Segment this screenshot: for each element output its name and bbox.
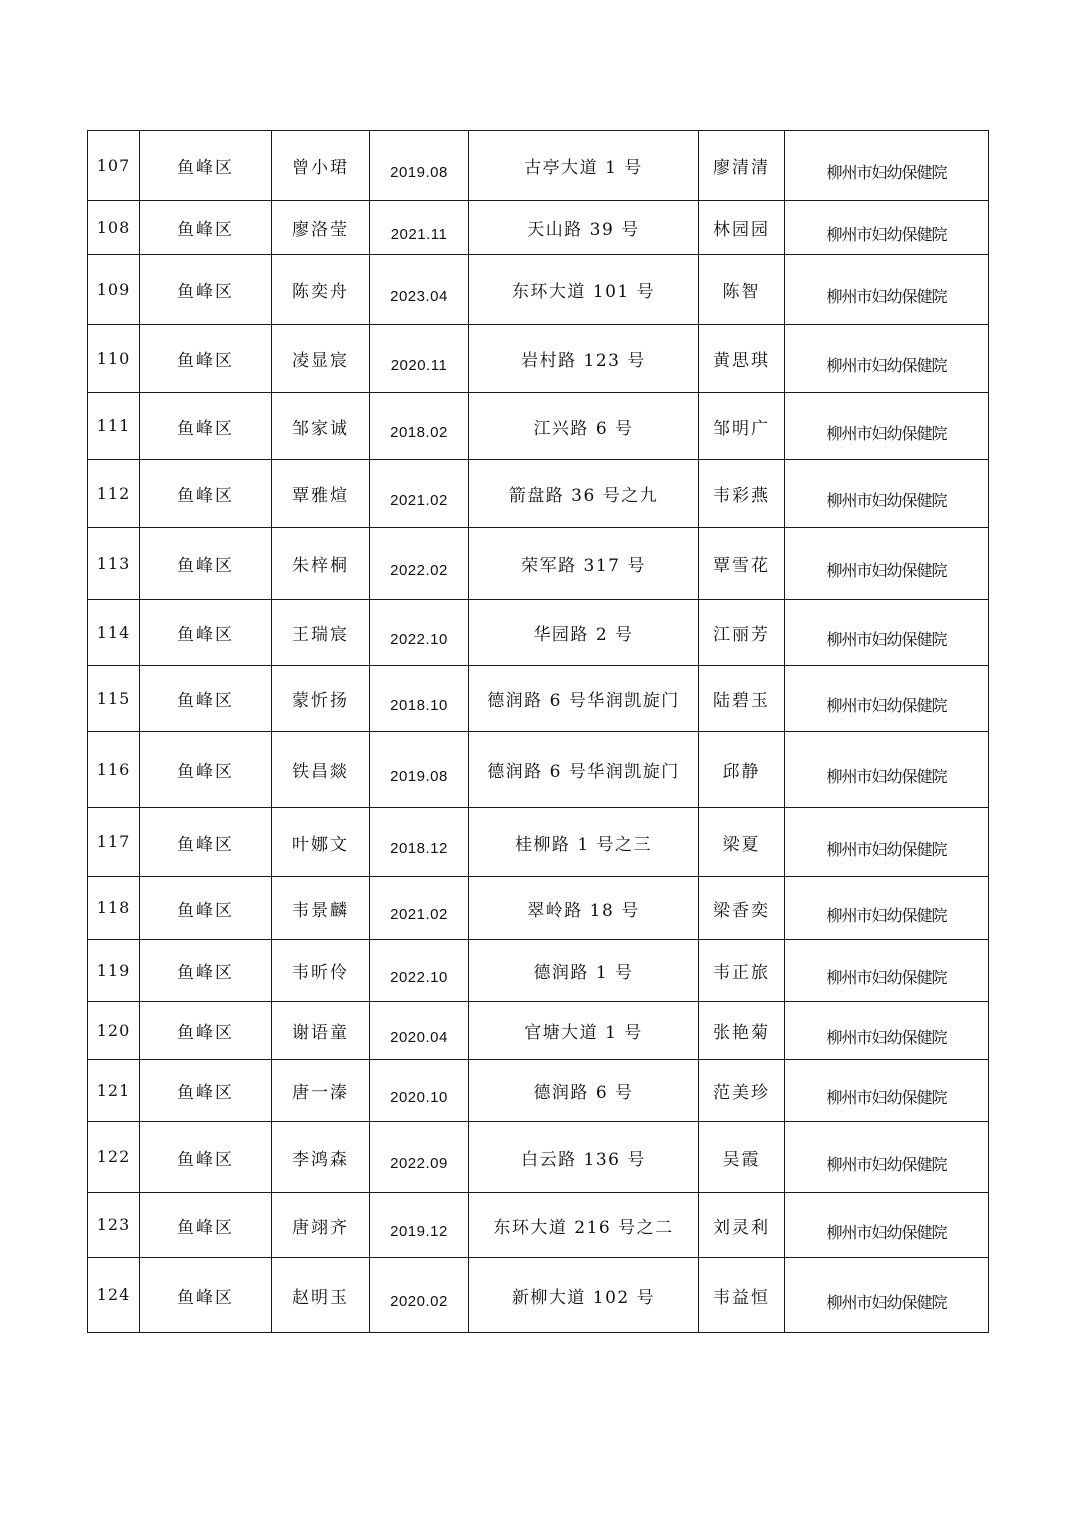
address-cell (469, 1122, 699, 1193)
district-cell-text: 鱼峰区 (177, 351, 234, 371)
guardian-name-cell-text: 梁夏 (722, 834, 761, 855)
organization-cell (785, 732, 989, 808)
child-name-cell-text: 唐翊齐 (292, 1217, 349, 1238)
row-number-text: 118 (96, 898, 131, 917)
address-cell-text: 桂柳路 1 号之三 (514, 834, 653, 855)
guardian-name-cell (699, 940, 785, 1002)
roster-table (87, 130, 989, 1333)
row-number (88, 808, 140, 877)
guardian-name-cell-text: 覃雪花 (713, 556, 770, 576)
address-cell-text: 天山路 39 号 (527, 220, 640, 240)
date-cell (370, 1060, 469, 1122)
organization-cell-text: 柳州市妇幼保健院 (826, 1222, 947, 1242)
date-cell (370, 201, 469, 255)
date-cell-text: 2019.08 (390, 163, 448, 181)
date-cell (370, 1002, 469, 1060)
table-row (88, 1258, 989, 1333)
date-cell-text: 2019.08 (390, 767, 448, 785)
organization-cell-text: 柳州市妇幼保健院 (826, 225, 947, 244)
row-number-text: 115 (96, 688, 131, 708)
child-name-cell (272, 1060, 370, 1122)
organization-cell-text: 柳州市妇幼保健院 (826, 1088, 947, 1107)
district-cell (140, 255, 272, 325)
date-cell (370, 666, 469, 732)
date-cell-text: 2018.10 (390, 696, 448, 714)
address-cell-text: 德润路 1 号 (533, 963, 634, 983)
row-number (88, 1060, 140, 1122)
address-cell (469, 1258, 699, 1333)
organization-cell (785, 1122, 989, 1193)
table-row (88, 393, 989, 460)
table-row (88, 201, 989, 255)
guardian-name-cell-text: 江丽芳 (713, 625, 770, 645)
district-cell (140, 528, 272, 600)
organization-cell (785, 528, 989, 600)
child-name-cell (272, 325, 370, 393)
address-cell (469, 1060, 699, 1122)
child-name-cell-text: 王瑞宸 (292, 625, 349, 645)
district-cell (140, 393, 272, 460)
organization-cell (785, 131, 989, 201)
child-name-cell (272, 255, 370, 325)
child-name-cell-text: 铁昌燚 (292, 762, 349, 782)
row-number-text: 113 (96, 553, 131, 573)
address-cell-text: 江兴路 6 号 (533, 418, 634, 439)
organization-cell (785, 1258, 989, 1333)
guardian-name-cell (699, 666, 785, 732)
child-name-cell-text: 谢语童 (292, 1023, 349, 1043)
table-row (88, 131, 989, 201)
date-cell-text: 2019.12 (390, 1223, 448, 1240)
address-cell-text: 白云路 136 号 (521, 1149, 646, 1170)
date-cell (370, 808, 469, 877)
organization-cell-text: 柳州市妇幼保健院 (826, 968, 947, 987)
organization-cell-text: 柳州市妇幼保健院 (826, 1028, 947, 1047)
table-row (88, 808, 989, 877)
date-cell (370, 460, 469, 528)
child-name-cell (272, 940, 370, 1002)
row-number-text: 110 (96, 348, 131, 368)
district-cell-text: 鱼峰区 (177, 625, 234, 645)
guardian-name-cell-text: 廖清清 (713, 158, 770, 178)
address-cell-text: 德润路 6 号 (533, 1083, 634, 1103)
district-cell (140, 1002, 272, 1060)
organization-cell-text: 柳州市妇幼保健院 (826, 839, 947, 859)
guardian-name-cell-text: 刘灵利 (713, 1217, 770, 1238)
address-cell (469, 131, 699, 201)
district-cell-text: 鱼峰区 (177, 418, 234, 439)
district-cell-text: 鱼峰区 (177, 963, 234, 983)
table-row (88, 325, 989, 393)
row-number-text: 111 (96, 416, 131, 435)
child-name-cell (272, 732, 370, 808)
address-cell (469, 808, 699, 877)
address-cell-text: 古亭大道 1 号 (524, 158, 643, 178)
district-cell-text: 鱼峰区 (177, 762, 234, 782)
date-cell-text: 2022.10 (390, 630, 448, 648)
district-cell (140, 940, 272, 1002)
district-cell (140, 325, 272, 393)
roster-table-body (88, 131, 989, 1333)
table-row (88, 255, 989, 325)
child-name-cell-text: 陈奕舟 (292, 282, 349, 302)
address-cell (469, 666, 699, 732)
guardian-name-cell-text: 黄思琪 (713, 351, 770, 371)
date-cell (370, 325, 469, 393)
guardian-name-cell-text: 韦正旅 (713, 963, 770, 983)
child-name-cell (272, 1122, 370, 1193)
district-cell (140, 600, 272, 666)
district-cell-text: 鱼峰区 (177, 1287, 234, 1308)
row-number (88, 666, 140, 732)
row-number-text: 120 (96, 1020, 131, 1040)
district-cell (140, 808, 272, 877)
child-name-cell (272, 201, 370, 255)
row-number-text: 107 (96, 155, 131, 175)
child-name-cell-text: 叶娜文 (292, 834, 349, 855)
district-cell-text: 鱼峰区 (177, 556, 234, 576)
district-cell (140, 1122, 272, 1193)
guardian-name-cell (699, 393, 785, 460)
organization-cell-text: 柳州市妇幼保健院 (826, 630, 947, 649)
organization-cell (785, 201, 989, 255)
guardian-name-cell-text: 韦益恒 (713, 1287, 770, 1308)
row-number (88, 201, 140, 255)
date-cell (370, 877, 469, 940)
row-number (88, 131, 140, 201)
guardian-name-cell-text: 陆碧玉 (713, 691, 770, 711)
row-number (88, 877, 140, 940)
district-cell (140, 1060, 272, 1122)
organization-cell-text: 柳州市妇幼保健院 (826, 163, 947, 182)
child-name-cell (272, 460, 370, 528)
address-cell (469, 201, 699, 255)
address-cell (469, 460, 699, 528)
date-cell-text: 2018.12 (390, 840, 448, 857)
child-name-cell-text: 廖洛莹 (292, 220, 349, 240)
date-cell-text: 2022.09 (390, 1155, 448, 1172)
address-cell (469, 600, 699, 666)
table-row (88, 1060, 989, 1122)
date-cell-text: 2018.02 (390, 424, 448, 441)
guardian-name-cell-text: 陈智 (722, 282, 761, 302)
address-cell-text: 官塘大道 1 号 (524, 1023, 643, 1043)
address-cell-text: 东环大道 101 号 (511, 282, 656, 302)
district-cell-text: 鱼峰区 (177, 220, 234, 240)
date-cell-text: 2021.02 (390, 906, 448, 923)
table-row (88, 666, 989, 732)
date-cell (370, 940, 469, 1002)
row-number-text: 119 (96, 960, 131, 980)
district-cell (140, 666, 272, 732)
row-number-text: 117 (96, 832, 131, 851)
guardian-name-cell (699, 1002, 785, 1060)
guardian-name-cell (699, 808, 785, 877)
date-cell (370, 1122, 469, 1193)
district-cell-text: 鱼峰区 (177, 1083, 234, 1103)
child-name-cell-text: 唐一溱 (292, 1083, 349, 1103)
district-cell-text: 鱼峰区 (177, 1023, 234, 1043)
organization-cell (785, 940, 989, 1002)
organization-cell-text: 柳州市妇幼保健院 (826, 561, 947, 580)
table-row (88, 528, 989, 600)
guardian-name-cell-text: 邹明广 (713, 418, 770, 439)
organization-cell-text: 柳州市妇幼保健院 (826, 1154, 947, 1174)
district-cell-text: 鱼峰区 (177, 158, 234, 178)
table-row (88, 732, 989, 808)
guardian-name-cell (699, 1122, 785, 1193)
child-name-cell (272, 600, 370, 666)
guardian-name-cell (699, 255, 785, 325)
district-cell (140, 131, 272, 201)
row-number-text: 109 (96, 279, 131, 299)
table-row (88, 1002, 989, 1060)
child-name-cell-text: 曾小珺 (292, 158, 349, 178)
child-name-cell-text: 李鸿森 (292, 1149, 349, 1170)
organization-cell-text: 柳州市妇幼保健院 (826, 696, 947, 715)
table-row (88, 1122, 989, 1193)
row-number-text: 108 (96, 217, 131, 237)
row-number (88, 325, 140, 393)
guardian-name-cell (699, 600, 785, 666)
date-cell-text: 2022.10 (390, 968, 448, 986)
date-cell (370, 131, 469, 201)
child-name-cell (272, 1258, 370, 1333)
guardian-name-cell (699, 528, 785, 600)
organization-cell (785, 1193, 989, 1258)
address-cell (469, 325, 699, 393)
address-cell-text: 新柳大道 102 号 (511, 1287, 656, 1308)
organization-cell-text: 柳州市妇幼保健院 (826, 1292, 947, 1312)
table-row (88, 940, 989, 1002)
guardian-name-cell (699, 325, 785, 393)
organization-cell-text: 柳州市妇幼保健院 (826, 767, 947, 786)
organization-cell-text: 柳州市妇幼保健院 (826, 423, 947, 443)
row-number (88, 1258, 140, 1333)
organization-cell (785, 877, 989, 940)
date-cell (370, 255, 469, 325)
child-name-cell-text: 邹家诚 (292, 418, 349, 439)
guardian-name-cell (699, 1060, 785, 1122)
date-cell-text: 2021.11 (390, 225, 448, 243)
child-name-cell (272, 1193, 370, 1258)
child-name-cell-text: 凌显宸 (292, 351, 349, 371)
child-name-cell (272, 877, 370, 940)
guardian-name-cell (699, 1258, 785, 1333)
date-cell (370, 1258, 469, 1333)
address-cell-text: 华园路 2 号 (533, 625, 634, 645)
organization-cell (785, 1060, 989, 1122)
child-name-cell (272, 528, 370, 600)
organization-cell (785, 460, 989, 528)
row-number (88, 393, 140, 460)
row-number (88, 460, 140, 528)
date-cell-text: 2020.02 (390, 1293, 448, 1310)
table-row (88, 1193, 989, 1258)
date-cell (370, 1193, 469, 1258)
address-cell-text: 德润路 6 号华润凯旋门 (487, 762, 680, 782)
district-cell-text: 鱼峰区 (177, 282, 234, 302)
organization-cell (785, 325, 989, 393)
child-name-cell-text: 覃雅煊 (292, 486, 349, 506)
guardian-name-cell (699, 1193, 785, 1258)
child-name-cell (272, 808, 370, 877)
date-cell (370, 393, 469, 460)
address-cell (469, 1193, 699, 1258)
row-number (88, 1122, 140, 1193)
organization-cell-text: 柳州市妇幼保健院 (826, 905, 947, 925)
child-name-cell (272, 393, 370, 460)
district-cell-text: 鱼峰区 (177, 1149, 234, 1170)
child-name-cell (272, 131, 370, 201)
date-cell-text: 2020.11 (390, 356, 448, 374)
row-number (88, 255, 140, 325)
organization-cell (785, 600, 989, 666)
guardian-name-cell-text: 韦彩燕 (713, 486, 770, 506)
organization-cell (785, 255, 989, 325)
district-cell (140, 201, 272, 255)
row-number (88, 1002, 140, 1060)
district-cell (140, 460, 272, 528)
address-cell-text: 东环大道 216 号之二 (493, 1217, 674, 1238)
table-row (88, 600, 989, 666)
child-name-cell-text: 蒙忻扬 (292, 691, 349, 711)
organization-cell (785, 393, 989, 460)
table-row (88, 877, 989, 940)
child-name-cell-text: 韦昕伶 (292, 963, 349, 983)
guardian-name-cell (699, 877, 785, 940)
address-cell (469, 1002, 699, 1060)
guardian-name-cell-text: 林园园 (713, 220, 770, 240)
address-cell (469, 393, 699, 460)
address-cell-text: 德润路 6 号华润凯旋门 (487, 691, 680, 711)
child-name-cell (272, 1002, 370, 1060)
child-name-cell (272, 666, 370, 732)
address-cell (469, 877, 699, 940)
row-number (88, 940, 140, 1002)
district-cell-text: 鱼峰区 (177, 691, 234, 711)
guardian-name-cell (699, 460, 785, 528)
row-number-text: 114 (96, 622, 131, 642)
organization-cell (785, 666, 989, 732)
guardian-name-cell-text: 张艳菊 (713, 1023, 770, 1043)
date-cell-text: 2021.02 (390, 491, 448, 509)
address-cell-text: 岩村路 123 号 (521, 351, 646, 371)
organization-cell (785, 1002, 989, 1060)
guardian-name-cell (699, 131, 785, 201)
district-cell (140, 1258, 272, 1333)
date-cell-text: 2023.04 (390, 287, 448, 305)
guardian-name-cell (699, 732, 785, 808)
address-cell-text: 箭盘路 36 号之九 (508, 486, 659, 506)
guardian-name-cell-text: 邱静 (722, 762, 761, 782)
district-cell (140, 1193, 272, 1258)
address-cell (469, 255, 699, 325)
date-cell-text: 2020.04 (390, 1028, 448, 1046)
district-cell-text: 鱼峰区 (177, 1217, 234, 1238)
address-cell-text: 翠岭路 18 号 (527, 900, 640, 921)
guardian-name-cell-text: 吴霞 (722, 1149, 761, 1170)
row-number (88, 1193, 140, 1258)
address-cell (469, 528, 699, 600)
district-cell-text: 鱼峰区 (177, 486, 234, 506)
district-cell-text: 鱼峰区 (177, 900, 234, 921)
child-name-cell-text: 赵明玉 (292, 1287, 349, 1308)
organization-cell (785, 808, 989, 877)
date-cell-text: 2022.02 (390, 561, 448, 579)
district-cell-text: 鱼峰区 (177, 834, 234, 855)
address-cell (469, 940, 699, 1002)
row-number-text: 122 (96, 1147, 131, 1166)
guardian-name-cell (699, 201, 785, 255)
address-cell (469, 732, 699, 808)
row-number-text: 124 (96, 1285, 131, 1304)
guardian-name-cell-text: 梁香奕 (713, 900, 770, 921)
organization-cell-text: 柳州市妇幼保健院 (826, 287, 947, 306)
child-name-cell-text: 朱梓桐 (292, 556, 349, 576)
address-cell-text: 荣军路 317 号 (521, 556, 646, 576)
row-number-text: 116 (96, 759, 131, 779)
date-cell (370, 732, 469, 808)
date-cell-text: 2020.10 (390, 1088, 448, 1106)
organization-cell-text: 柳州市妇幼保健院 (826, 356, 947, 375)
guardian-name-cell-text: 范美珍 (713, 1083, 770, 1103)
table-row (88, 460, 989, 528)
district-cell (140, 732, 272, 808)
district-cell (140, 877, 272, 940)
date-cell (370, 600, 469, 666)
row-number (88, 528, 140, 600)
row-number (88, 600, 140, 666)
organization-cell-text: 柳州市妇幼保健院 (826, 491, 947, 510)
child-name-cell-text: 韦景麟 (292, 900, 349, 921)
row-number-text: 123 (96, 1215, 131, 1234)
row-number-text: 112 (96, 483, 131, 503)
row-number-text: 121 (96, 1080, 131, 1100)
row-number (88, 732, 140, 808)
date-cell (370, 528, 469, 600)
